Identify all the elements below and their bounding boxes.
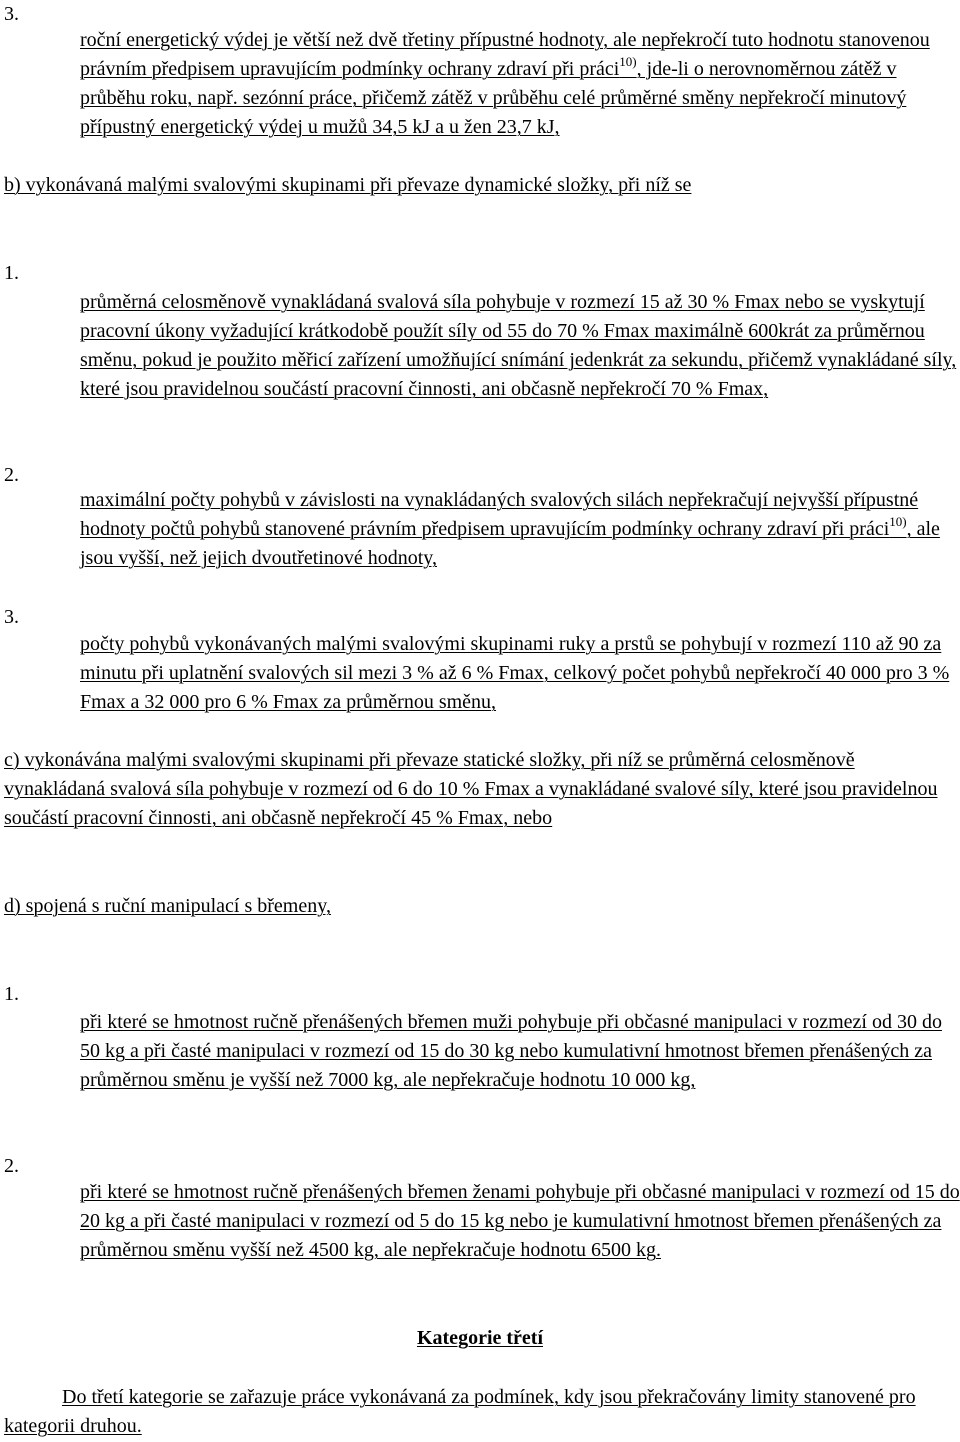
- paragraph-b2: [80, 486, 960, 573]
- item-number-b3: 3.: [4, 606, 19, 628]
- paragraph-top: [80, 26, 960, 142]
- paragraph-closing: Do třetí kategorie se zařazuje práce vykonávaná za podmínek, kdy jsou překračovány limity stanovené pro kategorii druhou.: [4, 1386, 916, 1437]
- paragraph-c: c) vykonávána malými svalovými skupinami při převaze statické složky, při níž se průměrná celosměnově vynakládaná svalová síla pohybuje v rozmezí od 6 do 10 % Fmax a vynakládané svalové síly, které jsou pravidelnou součástí pracovní činnosti, ani občasně nepřekročí 45 % Fmax, nebo: [4, 749, 938, 829]
- footnote-ref: 10): [619, 54, 637, 69]
- paragraph-d2: při které se hmotnost ručně přenášených břemen ženami pohybuje při občasné manipulaci v rozmezí od 15 do 20 kg a při časté manipulaci v rozmezí od 5 do 15 kg nebo je kumulativní hmotnost břemen přenášených za průměrnou směnu vyšší než 4500 kg, ale nepřekračuje hodnotu 6500 kg.: [80, 1181, 960, 1261]
- item-number-b1: 1.: [4, 262, 19, 284]
- item-number-d2: 2.: [4, 1155, 19, 1177]
- paragraph-d1: při které se hmotnost ručně přenášených břemen muži pohybuje při občasné manipulaci v rozmezí od 30 do 50 kg a při časté manipulaci v rozmezí od 15 do 30 kg nebo kumulativní hmotnost břemen přenášených za průměrnou směnu je vyšší než 7000 kg, ale nepřekračuje hodnotu 10 000 kg,: [80, 1011, 942, 1091]
- paragraph-b: b) vykonávaná malými svalovými skupinami při převaze dynamické složky, při níž se: [4, 174, 692, 196]
- item-number-top: 3.: [4, 3, 19, 25]
- item-number-d1: 1.: [4, 983, 19, 1005]
- paragraph-b3: počty pohybů vykonávaných malými svalovými skupinami ruky a prstů se pohybují v rozmezí 110 až 90 za minutu při uplatnění svalových sil mezi 3 % až 6 % Fmax, celkový počet pohybů nepřekročí 40 000 pro 3 % Fmax a 32 000 pro 6 % Fmax za průměrnou směnu,: [80, 633, 950, 713]
- text-b2-b: , ale jsou vyšší, než jejich dvoutřetinové hodnoty,: [80, 518, 940, 569]
- paragraph-d: d) spojená s ruční manipulací s břemeny,: [4, 895, 331, 917]
- footnote-ref: 10): [889, 514, 907, 529]
- paragraph-b1: průměrná celosměnově vynakládaná svalová síla pohybuje v rozmezí 15 až 30 % Fmax nebo se vyskytují pracovní úkony vyžadující krátkodobě použít síly od 55 do 70 % Fmax maximálně 600krát za průměrnou směnu, pokud je použito měřicí zařízení umožňující snímání jedenkrát za sekundu, přičemž vynakládané síly, které jsou pravidelnou součástí pracovní činnosti, ani občasně nepřekročí 70 % Fmax,: [80, 291, 957, 400]
- text-top-lead: roční energetický výdej je větší než dvě třetiny přípustné hodnoty, ale nepřekročí tuto hodnotu stanovenou právním předpisem upravujícím podmínky ochrany zdraví při práci: [80, 29, 930, 80]
- section-heading: Kategorie třetí: [416, 1327, 544, 1349]
- item-number-b2: 2.: [4, 464, 19, 486]
- text-top-mid: , jde-li o nerovnoměrnou zátěž v průběhu roku, např. sezónní práce, přičemž zátěž v průběhu celé průměrné směny nepřekročí minutový přípustný energetický výdej u mužů 34,5 kJ a u žen 23,7 kJ,: [80, 58, 907, 138]
- text-b2-a: maximální počty pohybů v závislosti na vynakládaných svalových silách nepřekračují nejvyšší přípustné hodnoty počtů pohybů stanovené právním předpisem upravujícím podmínky ochrany zdraví při práci: [80, 489, 919, 540]
